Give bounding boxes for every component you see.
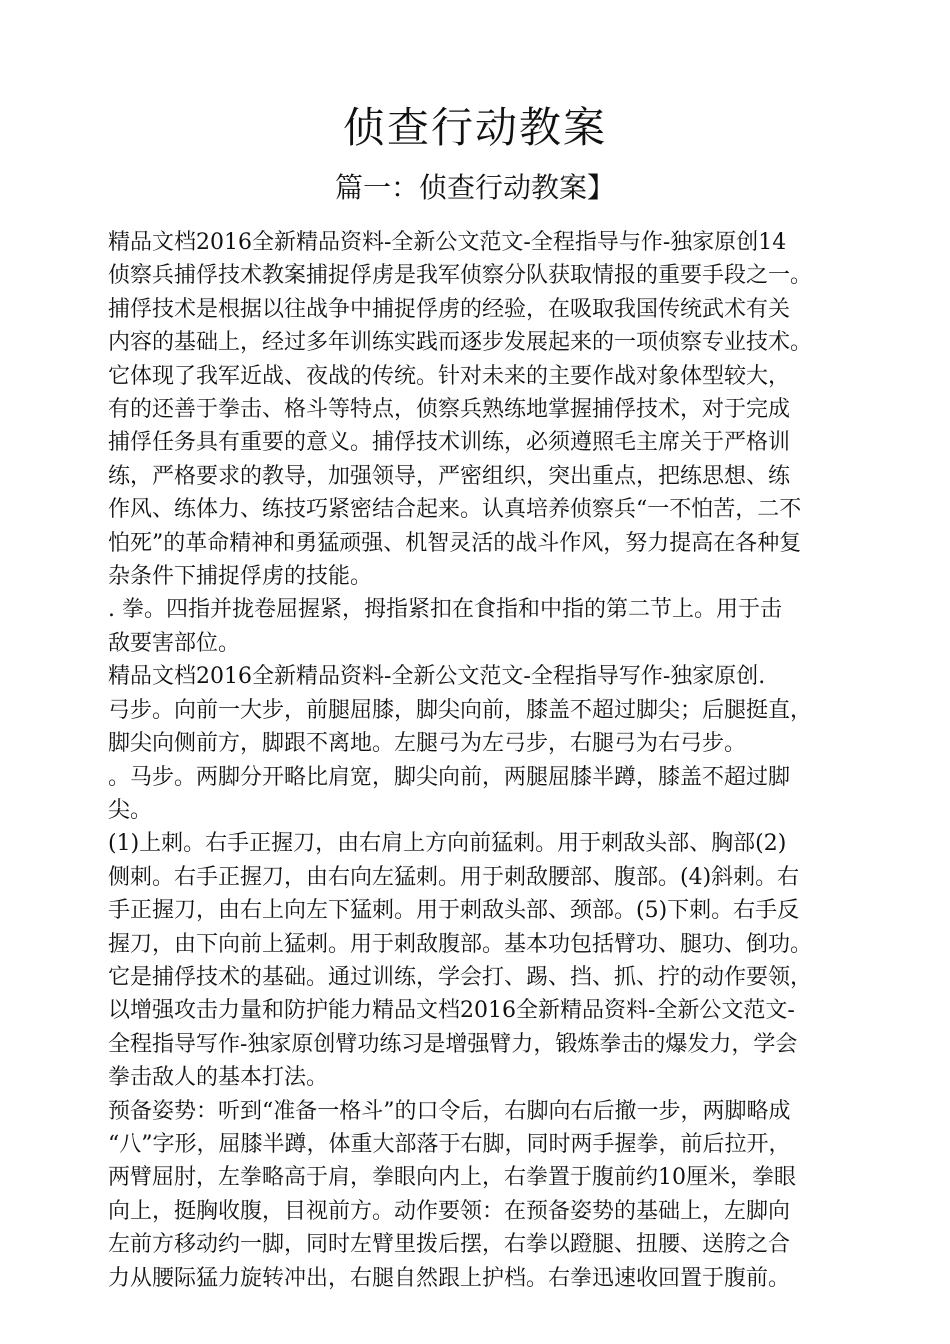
body-text-line: 它是捕俘技术的基础。通过训练，学会打、踢、挡、抓、拧的动作要领，: [108, 964, 813, 990]
body-text-line: 尖。: [108, 797, 153, 823]
body-text-line: 敌要害部位。: [108, 630, 241, 656]
body-text-line: 杂条件下捕捉俘虏的技能。: [108, 564, 373, 590]
body-text-line: 内容的基础上，经过多年训练实践而逐步发展起来的一项侦察专业技术。: [108, 330, 813, 356]
body-text-line: 怕死”的革命精神和勇猛顽强、机智灵活的战斗作风，努力提高在各种复: [108, 530, 802, 556]
body-text-line: 以增强攻击力量和防护能力精品文档2016全新精品资料-全新公文范文-: [108, 998, 795, 1024]
body-text-line: 精品文档2016全新精品资料-全新公文范文-全程指导写作-独家原创.: [108, 664, 766, 690]
body-text-line: 握刀，由下向前上猛刺。用于刺敌腹部。基本功包括臂功、腿功、倒功。: [108, 931, 813, 957]
body-text-line: 侧刺。右手正握刀，由右向左猛刺。用于刺敌腰部、腹部。(4)斜刺。右: [108, 864, 800, 890]
body-text-line: 。马步。两脚分开略比肩宽，脚尖向前，两腿屈膝半蹲，膝盖不超过脚: [108, 764, 791, 790]
body-text-line: 弓步。向前一大步，前腿屈膝，脚尖向前，膝盖不超过脚尖；后腿挺直，: [108, 697, 813, 723]
body-text-line: 它体现了我军近战、夜战的传统。针对未来的主要作战对象体型较大，: [108, 363, 791, 389]
body-text-line: “八”字形，屈膝半蹲，体重大部落于右脚，同时两手握拳，前后拉开，: [108, 1131, 791, 1157]
body-text-line: (1)上刺。右手正握刀，由右肩上方向前猛刺。用于刺敌头部、胸部(2): [108, 831, 787, 857]
body-text-line: 手正握刀，由右上向左下猛刺。用于刺敌头部、颈部。(5)下刺。右手反: [108, 898, 800, 924]
body-text-line: . 拳。四指并拢卷屈握紧，拇指紧扣在食指和中指的第二节上。用于击: [108, 597, 782, 623]
body-text-line: 左前方移动约一脚，同时左臂里拨后摆，右拳以蹬腿、扭腰、送胯之合: [108, 1232, 791, 1258]
body-text-line: 向上，挺胸收腹，目视前方。动作要领：在预备姿势的基础上，左脚向: [108, 1198, 791, 1224]
body-text-line: 捕俘任务具有重要的意义。捕俘技术训练，必须遵照毛主席关于严格训: [108, 430, 791, 456]
body-text-line: 侦察兵捕俘技术教案捕捉俘虏是我军侦察分队获取情报的重要手段之一。: [108, 263, 813, 289]
body-text-line: 有的还善于拳击、格斗等特点，侦察兵熟练地掌握捕俘技术，对于完成: [108, 397, 791, 423]
body-text-line: 练，严格要求的教导，加强领导，严密组织，突出重点，把练思想、练: [108, 463, 791, 489]
body-text-line: 脚尖向侧前方，脚跟不离地。左腿弓为左弓步，右腿弓为右弓步。: [108, 731, 747, 757]
document-title: 侦查行动教案: [342, 103, 607, 152]
body-text-line: 捕俘技术是根据以往战争中捕捉俘虏的经验，在吸取我国传统武术有关: [108, 296, 791, 322]
document-body: [108, 226, 844, 1295]
document-subtitle: 篇一：侦查行动教案】: [334, 171, 615, 204]
body-text-line: 全程指导写作-独家原创臂功练习是增强臂力，锻炼拳击的爆发力，学会: [108, 1031, 798, 1057]
body-text-line: 两臂屈肘，左拳略高于肩，拳眼向内上，右拳置于腹前约10厘米，拳眼: [108, 1165, 796, 1191]
body-text-line: 预备姿势：听到“准备一格斗”的口令后，右脚向右后撤一步，两脚略成: [108, 1098, 791, 1124]
body-text-line: 拳击敌人的基本打法。: [108, 1065, 329, 1091]
body-text-line: 力从腰际猛力旋转冲出，右腿自然跟上护档。右拳迅速收回置于腹前。: [108, 1265, 791, 1291]
body-text-line: 精品文档2016全新精品资料-全新公文范文-全程指导与作-独家原创14: [108, 230, 787, 255]
body-text-line: 作风、练体力、练技巧紧密结合起来。认真培养侦察兵“一不怕苦，二不: [108, 497, 802, 523]
